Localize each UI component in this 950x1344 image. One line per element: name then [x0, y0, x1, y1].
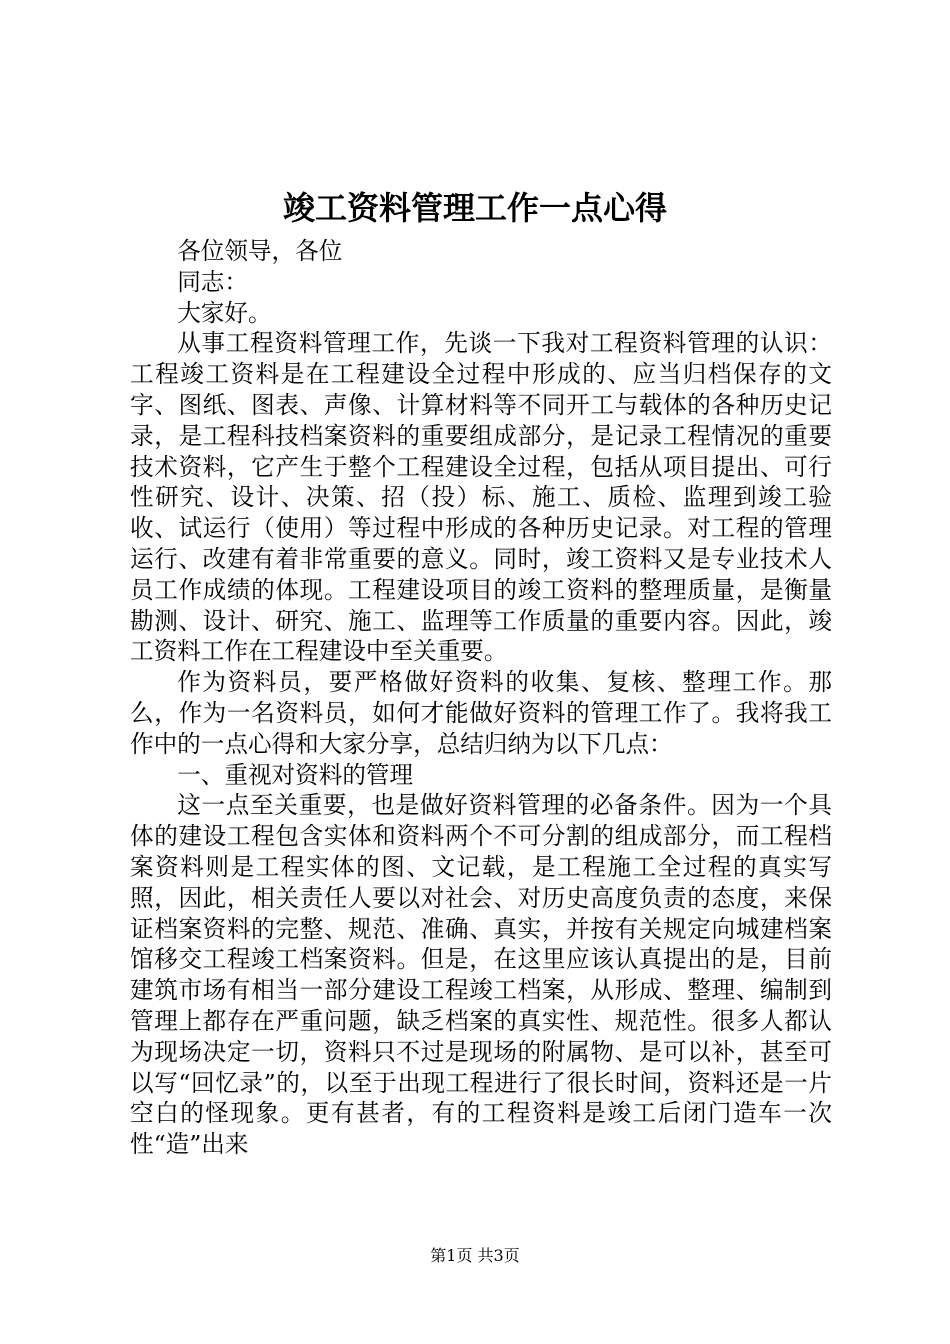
- document-body: [130, 236, 832, 1160]
- paragraph-salutation-2: 同志：: [177, 267, 248, 296]
- paragraph-salutation-1: 各位领导，各位: [177, 237, 343, 265]
- paragraph-section-1: 这一点至关重要，也是做好资料管理的必备条件。因为一个具体的建设工程包含实体和资料两个不可分割的组成部分，而工程档案资料则是工程实体的图、文记载，是工程施工全过程的真实写照，因此，相关责任人要以对社会、对历史高度负责的态度，来保证档案资料的完整、规范、准确、真实，并按有关规定向城建档案馆移交工程竣工档案资料。但是，在这里应该认真提出的是，目前建筑市场有相当一部分建设工程竣工档案，从形成、整理、编制到管理上都存在严重问题，缺乏档案的真实性、规范性。很多人都认为现场决定一切，资料只不过是现场的附属物、是可以补，甚至可以写“回忆录”的，以至于出现工程进行了很长时间，资料还是一片空白的怪现象。更有甚者，有的工程资料是竣工后闭门造车一次性“造”出来: [130, 791, 832, 1159]
- paragraph-intro: 从事工程资料管理工作，先谈一下我对工程资料管理的认识：工程竣工资料是在工程建设全过程中形成的、应当归档保存的文字、图纸、图表、声像、计算材料等不同开工与载体的各种历史记录，是工程科技档案资料的重要组成部分，是记录工程情况的重要技术资料，它产生于整个工程建设全过程，包括从项目提出、可行性研究、设计、决策、招（投）标、施工、质检、监理到竣工验收、试运行（使用）等过程中形成的各种历史记录。对工程的管理运行、改建有着非常重要的意义。同时，竣工资料又是专业技术人员工作成绩的体现。工程建设项目的竣工资料的整理质量，是衡量勘测、设计、研究、施工、监理等工作质量的重要内容。因此，竣工资料工作在工程建设中至关重要。: [130, 329, 832, 666]
- section-heading-1: 一、重视对资料的管理: [177, 760, 414, 789]
- paragraph-role: 作为资料员，要严格做好资料的收集、复核、整理工作。那么，作为一名资料员，如何才能做好资料的管理工作了。我将我工作中的一点心得和大家分享，总结归纳为以下几点：: [130, 668, 832, 758]
- paragraph-greeting: 大家好。: [177, 298, 272, 327]
- document-title: 竣工资料管理工作一点心得: [282, 189, 667, 227]
- page-footer: 第1页 共3页: [430, 1246, 520, 1265]
